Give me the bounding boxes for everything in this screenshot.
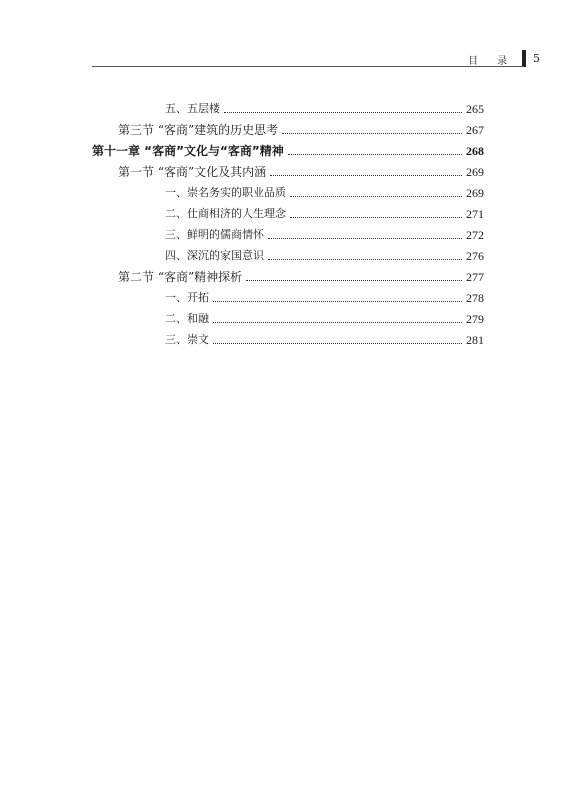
toc-entry-chapter[interactable] xyxy=(92,138,484,158)
toc-entry-page: 271 xyxy=(466,207,484,221)
toc-entry-item[interactable] xyxy=(165,201,484,221)
toc-entry-title: 一、崇名务实的职业品质 xyxy=(165,186,286,199)
toc-entry-title: 三、鲜明的儒商情怀 xyxy=(165,228,264,241)
toc-entry-page: 269 xyxy=(466,186,484,200)
toc-leader-dots xyxy=(288,154,462,155)
toc-entry-title: 三、崇文 xyxy=(165,333,209,346)
toc-entry-page: 265 xyxy=(466,102,484,116)
toc-entry-page: 278 xyxy=(466,291,484,305)
toc-leader-dots xyxy=(290,217,462,218)
toc-leader-dots xyxy=(270,175,462,176)
toc-entry-item[interactable] xyxy=(165,243,484,263)
toc-entry-page: 268 xyxy=(466,144,484,158)
toc-leader-dots xyxy=(268,238,462,239)
toc-entry-title: 第一节 “客商”文化及其内涵 xyxy=(118,165,267,179)
toc-entry-page: 267 xyxy=(466,123,484,137)
toc-entry-title: 第三节 “客商”建筑的历史思考 xyxy=(118,123,279,137)
toc-entry-page: 276 xyxy=(466,249,484,263)
toc-entry-page: 277 xyxy=(466,270,484,284)
toc-entry-title: 二、仕商相济的人生理念 xyxy=(165,207,286,220)
toc-leader-dots xyxy=(268,259,462,260)
toc-entry-item[interactable] xyxy=(165,285,484,305)
toc-entry-item[interactable] xyxy=(165,96,484,116)
toc-leader-dots xyxy=(246,280,462,281)
toc-entry-title: 五、五层楼 xyxy=(165,102,220,115)
toc-leader-dots xyxy=(213,322,462,323)
toc-entry-section[interactable] xyxy=(118,159,484,179)
toc-entry-page: 272 xyxy=(466,228,484,242)
toc-entry-title: 四、深沉的家国意识 xyxy=(165,249,264,262)
toc-entry-title: 第十一章 “客商”文化与“客商”精神 xyxy=(92,144,284,158)
toc-entry-item[interactable] xyxy=(165,327,484,347)
toc-leader-dots xyxy=(290,196,462,197)
toc-entry-section[interactable] xyxy=(118,117,484,137)
toc-entry-page: 279 xyxy=(466,312,484,326)
toc-entry-title: 一、开拓 xyxy=(165,291,209,304)
toc-leader-dots xyxy=(282,133,462,134)
header-marker-bar xyxy=(522,50,526,67)
toc-entry-item[interactable] xyxy=(165,306,484,326)
toc-entry-title: 二、和融 xyxy=(165,312,209,325)
toc-leader-dots xyxy=(213,343,462,344)
toc-leader-dots xyxy=(213,301,462,302)
toc-entry-section[interactable] xyxy=(118,264,484,284)
toc-entry-page: 269 xyxy=(466,165,484,179)
page-number: 5 xyxy=(533,52,540,65)
header-rule xyxy=(92,66,524,67)
running-header-title: 目 录 xyxy=(468,56,516,67)
toc-entry-title: 第二节 “客商”精神探析 xyxy=(118,270,243,284)
toc-entry-item[interactable] xyxy=(165,222,484,242)
toc-entry-item[interactable] xyxy=(165,180,484,200)
toc-entry-page: 281 xyxy=(466,333,484,347)
toc-leader-dots xyxy=(224,112,462,113)
